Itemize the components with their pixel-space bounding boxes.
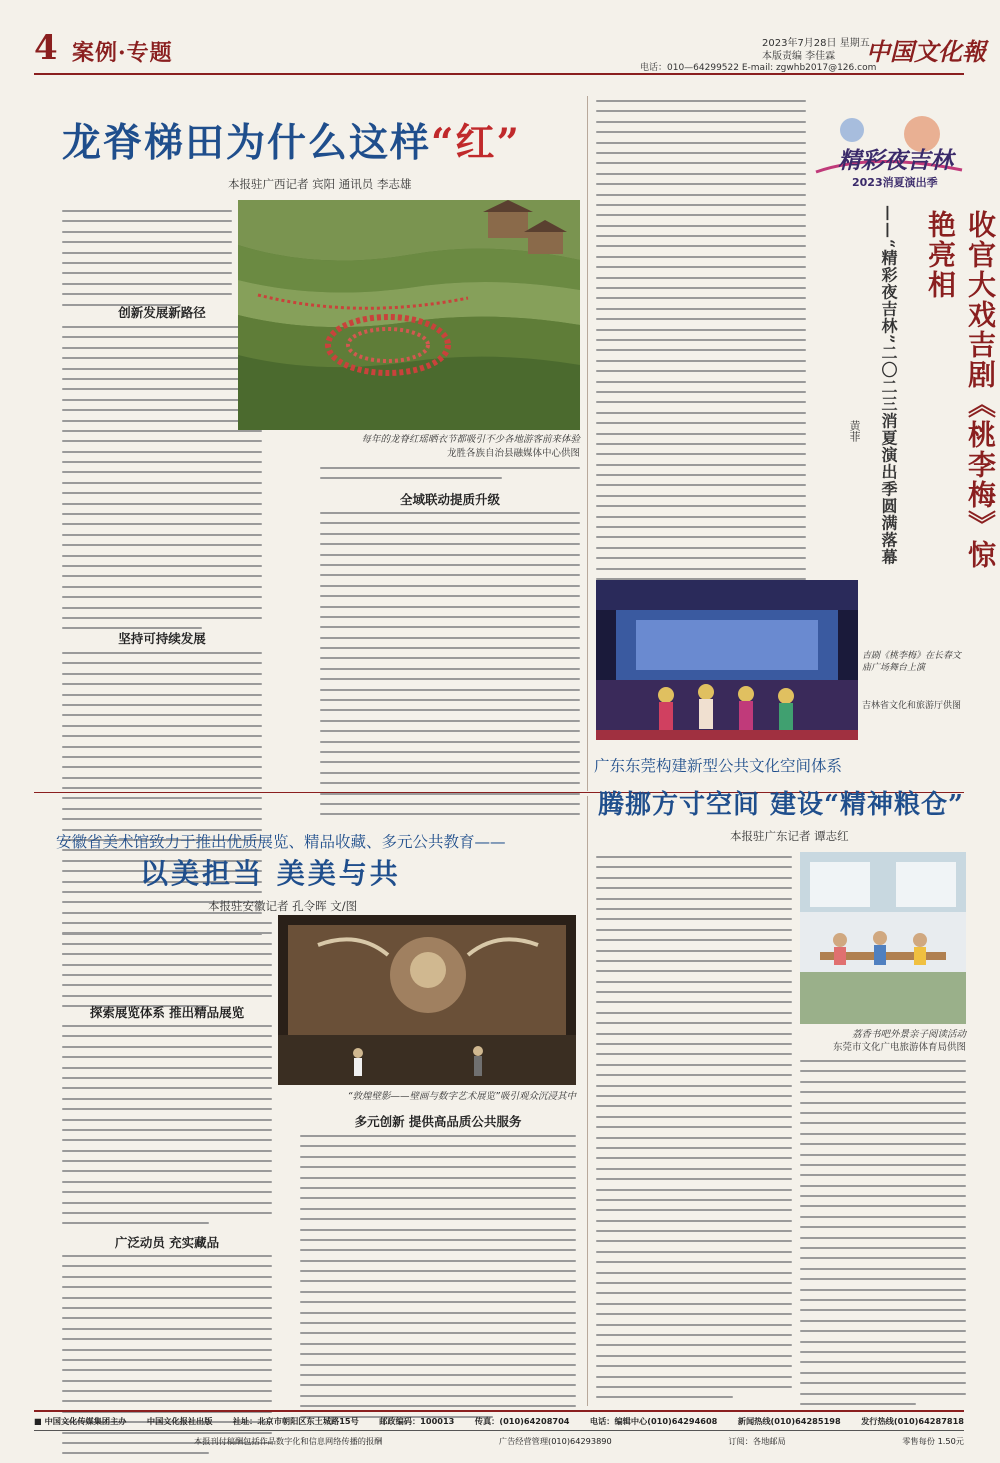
article1-body-col1-part2 bbox=[62, 326, 262, 638]
masthead-contact: 电话：010—64299522 E-mail: zgwhb2017@126.com bbox=[640, 63, 877, 73]
footer-ad-management: 广告经营管理(010)64293890 bbox=[498, 1436, 612, 1446]
footer-address: 社址：北京市朝阳区东土城路15号 bbox=[232, 1416, 359, 1426]
article4-headline: 腾挪方寸空间 建设“精神粮仓” bbox=[598, 790, 964, 820]
article2-subtitle: ——“精彩夜吉林”二〇二三消夏演出季圆满落幕 bbox=[879, 205, 898, 566]
article3-subhead-1: 探索展览体系 推出精品展览 bbox=[89, 1005, 245, 1020]
footer-row-2 bbox=[34, 1436, 964, 1447]
article4-body-col2 bbox=[800, 1060, 966, 1413]
article4-photo-reading bbox=[800, 852, 966, 1024]
footer-row-1 bbox=[34, 1416, 964, 1427]
footer-publisher: ■ 中国文化传媒集团主办 bbox=[34, 1416, 127, 1426]
footer-distribution-hotline: 发行热线(010)64287818 bbox=[861, 1416, 964, 1426]
article1-headline-main: 龙脊梯田为什么这样 bbox=[62, 120, 432, 166]
bottom-column-rule bbox=[587, 796, 588, 1406]
footer-retail-price: 零售每份 1.50元 bbox=[902, 1436, 964, 1446]
article2-photo-caption: 吉剧《桃李梅》在长春文庙广场舞台上演 bbox=[862, 651, 962, 673]
article1-headline-quoted: “红” bbox=[431, 120, 521, 166]
article3-photo-exhibition bbox=[278, 915, 576, 1085]
newspaper-logo: 中国文化報 bbox=[866, 37, 986, 66]
masthead-editor: 本版责编 李佳霖 bbox=[762, 51, 836, 62]
article3-photo-caption: “敦煌壁影——壁画与数字艺术展览”吸引观众沉浸其中 bbox=[347, 1091, 576, 1102]
article2-body bbox=[596, 100, 806, 599]
article4-kicker: 广东东莞构建新型公共文化空间体系 bbox=[594, 757, 843, 775]
footer-postcode: 邮政编码：100013 bbox=[379, 1416, 455, 1426]
banner-title: 精彩夜吉林 bbox=[838, 147, 953, 174]
terraces-illustration bbox=[238, 200, 580, 430]
reading-room-illustration bbox=[800, 852, 966, 1024]
article3-body-col2 bbox=[300, 1135, 576, 1426]
page-number: 4 bbox=[34, 28, 58, 68]
article1-subhead-1: 创新发展新路径 bbox=[118, 305, 206, 320]
masthead-date: 2023年7月28日 星期五 bbox=[762, 38, 870, 49]
article1-headline bbox=[62, 112, 521, 168]
article3-body-col1-part1 bbox=[62, 922, 272, 1016]
article3-kicker: 安徽省美术馆致力于推出优质展览、精品收藏、多元公共教育—— bbox=[56, 833, 506, 851]
article2-banner bbox=[812, 112, 968, 194]
article3-byline: 本报驻安徽记者 孔令晖 文/图 bbox=[208, 899, 358, 913]
article1-column-rule bbox=[587, 96, 588, 791]
article1-body-col1-part1 bbox=[62, 210, 232, 314]
article4-photo-credit: 东莞市文化广电旅游体育局供图 bbox=[832, 1042, 966, 1053]
exhibition-illustration bbox=[278, 915, 576, 1085]
article3-body-col1-part2 bbox=[62, 1025, 272, 1233]
article1-body-col2-part2 bbox=[320, 512, 580, 824]
article2-headline: 收官大戏吉剧《桃李梅》惊艳亮相 bbox=[924, 210, 997, 570]
article4-body-col1 bbox=[596, 856, 792, 1407]
article1-photo-caption: 每年的龙脊红瑶晒衣节都吸引不少各地游客前来体验 bbox=[361, 434, 580, 445]
article1-photo-credit: 龙胜各族自治县融媒体中心供图 bbox=[446, 448, 580, 459]
footer-divider bbox=[34, 1410, 964, 1412]
article3-subhead-2: 广泛动员 充实藏品 bbox=[114, 1235, 220, 1250]
footer-subscription: 订阅：各地邮局 bbox=[728, 1436, 786, 1446]
article3-subhead-3: 多元创新 提供高品质公共服务 bbox=[354, 1114, 522, 1129]
article2-photo-credit: 吉林省文化和旅游厅供图 bbox=[862, 701, 962, 711]
article1-subhead-2: 坚持可持续发展 bbox=[118, 631, 206, 646]
article1-byline: 本报驻广西记者 宾阳 通讯员 李志雄 bbox=[228, 177, 412, 191]
article2-byline: 黄菲 bbox=[848, 420, 861, 442]
article1-body-col1-part3 bbox=[62, 652, 262, 964]
footer-news-hotline: 新闻热线(010)64285198 bbox=[737, 1416, 841, 1426]
footer-royalty-note: 本报刊付稿酬包括作品数字化和信息网络传播的报酬 bbox=[194, 1436, 383, 1446]
masthead-divider bbox=[34, 73, 964, 75]
article3-body-col1-part3 bbox=[62, 1255, 272, 1463]
footer-mid-divider bbox=[34, 1430, 964, 1431]
stage-illustration bbox=[596, 580, 858, 740]
banner-subtitle: 2023消夏演出季 bbox=[852, 176, 938, 189]
footer-printer: 中国文化报社出版 bbox=[146, 1416, 213, 1426]
article4-byline: 本报驻广东记者 谭志红 bbox=[730, 829, 849, 843]
article1-subhead-3: 全域联动提质升级 bbox=[399, 492, 500, 507]
article2-photo-stage bbox=[596, 580, 858, 740]
footer-phone: 电话：编辑中心(010)64294608 bbox=[589, 1416, 718, 1426]
masthead bbox=[0, 0, 1000, 73]
article3-headline: 以美担当 美美与共 bbox=[140, 857, 401, 890]
footer-fax: 传真：(010)64208704 bbox=[474, 1416, 570, 1426]
article4-photo-caption: 荔香书吧外景亲子阅读活动 bbox=[851, 1029, 966, 1040]
section-title: 案例·专题 bbox=[72, 40, 173, 66]
article1-body-col2-part1 bbox=[320, 467, 580, 488]
article1-photo-terraces bbox=[238, 200, 580, 430]
